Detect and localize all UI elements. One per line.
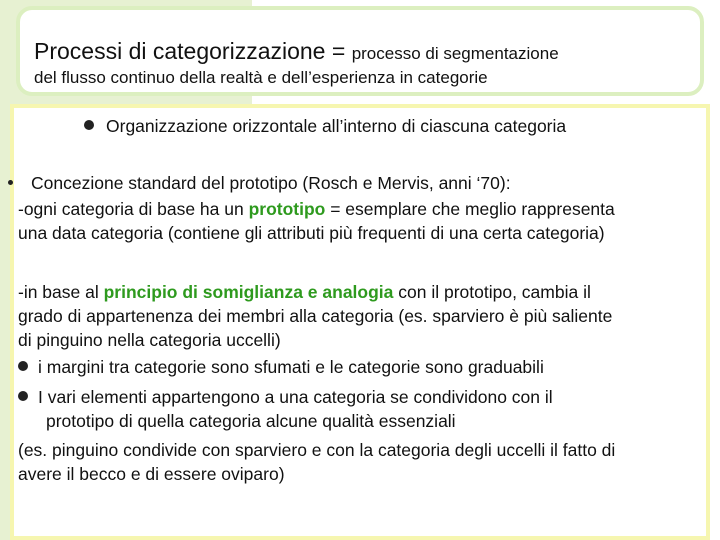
title-line-1 [34,38,559,65]
bullet-dot [18,361,28,371]
small-bullet-dot [8,180,13,185]
bullet-item-horizontal-organization [84,115,566,137]
text-segment: -in base al [18,282,104,302]
bullet-dot [18,391,28,401]
title-sub: processo di segmentazione [351,44,559,63]
prototype-concept-text: Concezione standard del prototipo (Rosch e Mervis, anni ‘70): [31,173,511,193]
highlight-similarity-principle: principio di somiglianza e analogia [103,282,394,302]
bullet-dot [84,120,94,130]
text-segment: -ogni categoria di base ha un [18,199,249,219]
example-line-1: (es. pinguino condivide con sparviero e con la categoria degli uccelli il fatto di [18,440,616,460]
similarity-line-2: grado di appartenenza dei membri alla categoria (es. sparviero è più saliente [18,306,613,326]
bullet-item-fuzzy-margins [18,356,544,378]
title-main: Processi di categorizzazione = [34,38,352,64]
bullet-text: Organizzazione orizzontale all’interno di ciascuna categoria [106,116,567,136]
text-segment: con il prototipo, cambia il [393,282,591,302]
prototype-concept-line-3: una data categoria (contiene gli attributi più frequenti di una certa categoria) [18,223,605,243]
prototype-concept-line-1 [8,172,511,194]
bullet-text: I vari elementi appartengono a una categoria se condividono con il [38,387,553,407]
title-line-2: del flusso continuo della realtà e dell’esperienza in categorie [34,68,488,87]
example-line-2: avere il becco e di essere oviparo) [18,464,285,484]
prototype-concept-line-2 [18,198,615,220]
bullet-item-shared-qualities-cont: prototipo di quella categoria alcune qualità essenziali [46,411,456,431]
bullet-item-shared-qualities [18,386,553,408]
similarity-line-1 [18,281,591,303]
title-box [16,6,704,96]
text-segment: = esemplare che meglio rappresenta [325,199,615,219]
similarity-line-3: di pinguino nella categoria uccelli) [18,330,281,350]
bullet-text: i margini tra categorie sono sfumati e le categorie sono graduabili [38,357,544,377]
highlight-prototipo: prototipo [248,199,326,219]
